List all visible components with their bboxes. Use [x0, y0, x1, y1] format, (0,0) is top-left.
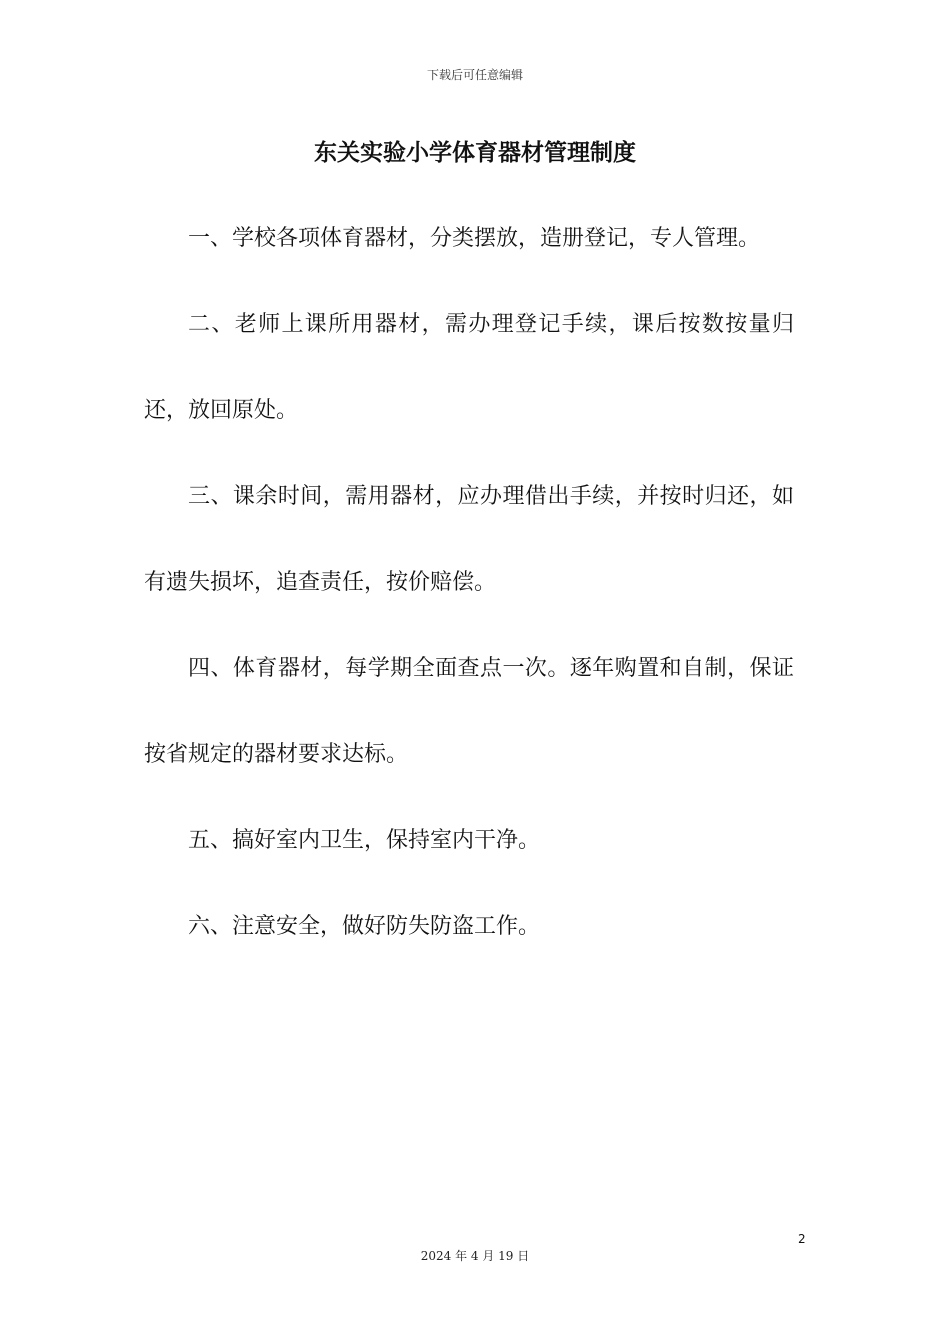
page-number: 2 — [798, 1232, 806, 1246]
paragraph-2: 二、老师上课所用器材，需办理登记手续，课后按数按量归还，放回原处。 — [144, 312, 794, 423]
footer-date: 2024 年 4 月 19 日 — [420, 1249, 530, 1263]
paragraph-4: 四、体育器材，每学期全面查点一次。逐年购置和自制，保证按省规定的器材要求达标。 — [144, 656, 794, 767]
header-note: 下载后可任意编辑 — [426, 68, 523, 82]
paragraph-3: 三、课余时间，需用器材，应办理借出手续，并按时归还，如有遗失损坏，追查责任，按价赔偿。 — [144, 484, 794, 595]
paragraph-6: 六、注意安全，做好防失防盗工作。 — [188, 914, 541, 939]
paragraph-5: 五、搞好室内卫生，保持室内干净。 — [188, 828, 541, 853]
document-body — [144, 196, 794, 970]
paragraph-1: 一、学校各项体育器材，分类摆放，造册登记，专人管理。 — [188, 226, 761, 251]
document-title: 东关实验小学体育器材管理制度 — [314, 140, 636, 166]
